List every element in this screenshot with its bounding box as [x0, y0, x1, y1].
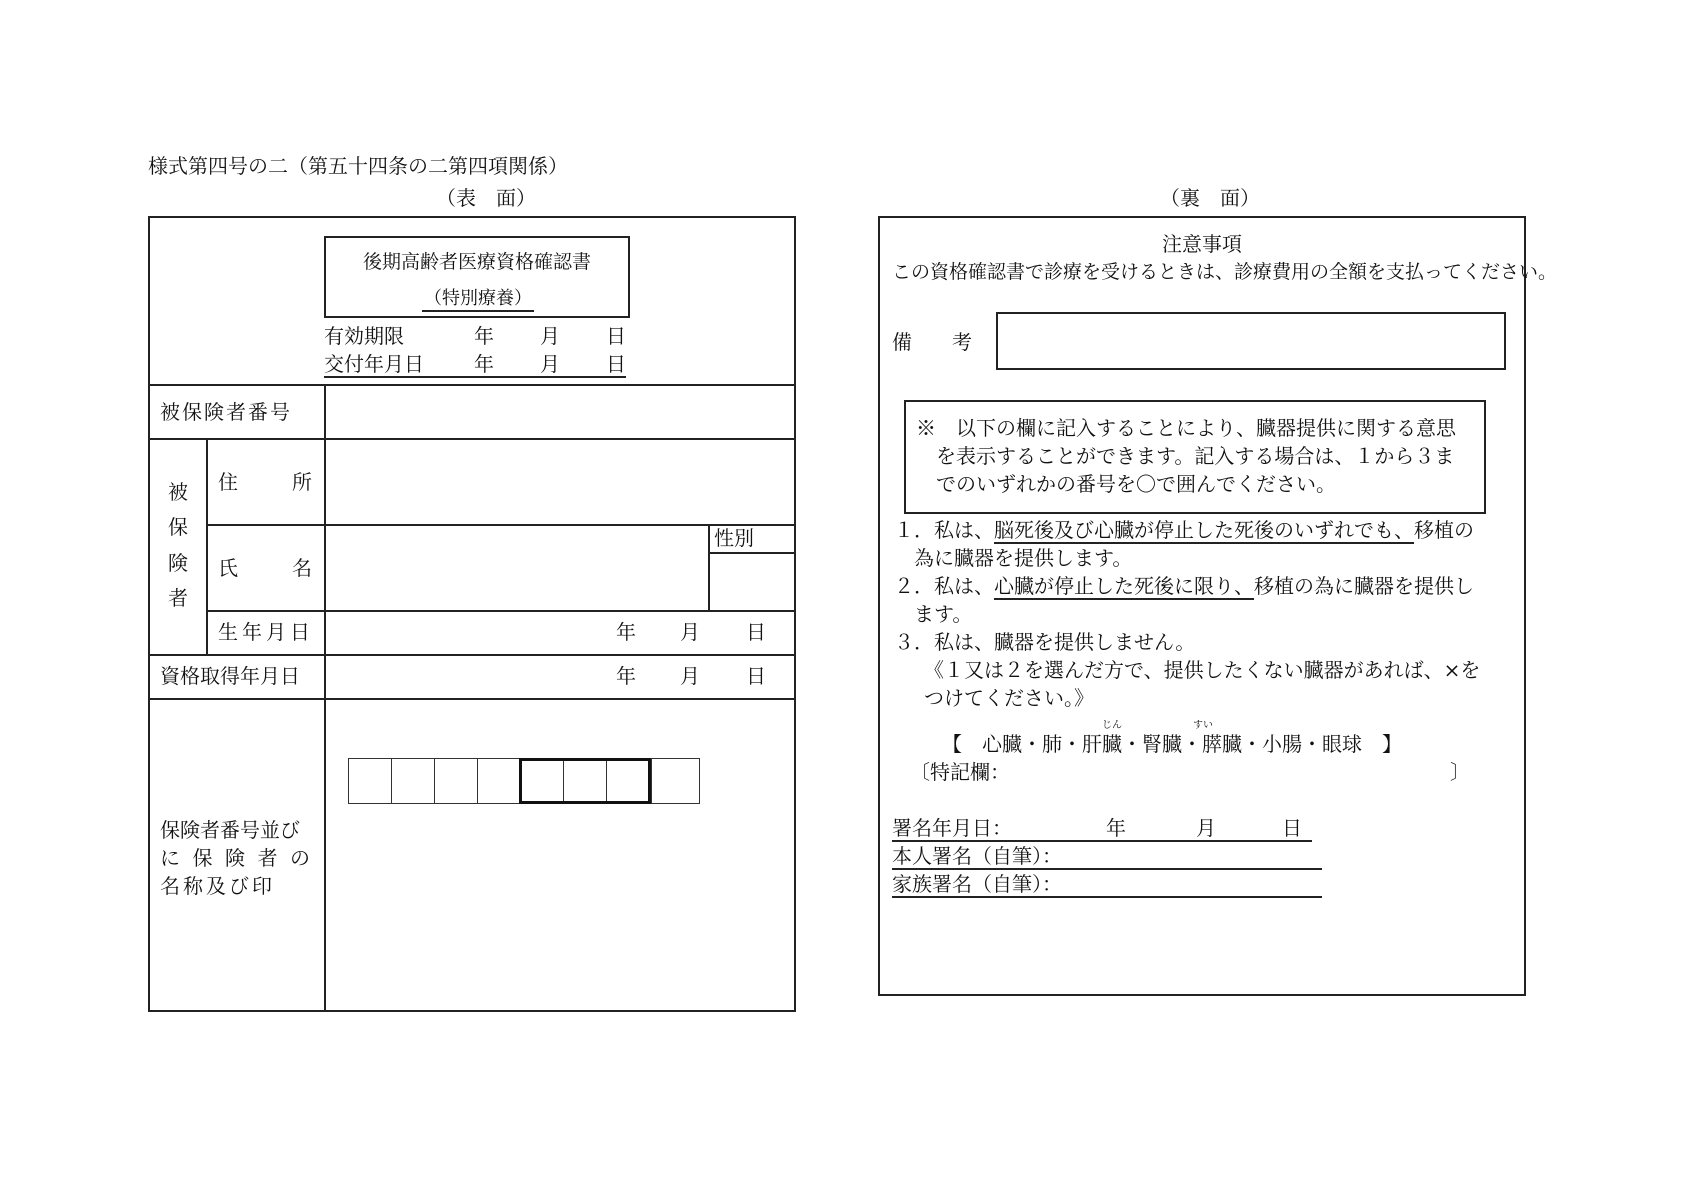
issue-date-underline: [324, 376, 626, 378]
option-1[interactable]: １．私は、脳死後及び心臓が停止した死後のいずれでも、移植の: [894, 518, 1474, 542]
rule: [150, 438, 794, 440]
ruby-sui: すい: [1193, 720, 1213, 731]
qualification-year: 年: [616, 664, 636, 688]
birthdate-label: 生年月日: [218, 620, 314, 644]
insurer-number-cell[interactable]: [391, 759, 392, 803]
special-notes-label: 〔特記欄：: [910, 760, 1010, 784]
rule: [150, 384, 794, 386]
option-note-line-2: つけてください。》: [924, 686, 1094, 710]
insured-number-label: 被保険者番号: [160, 400, 292, 424]
rule: [324, 384, 326, 1010]
label-char: 住: [218, 470, 238, 494]
issue-year: 年: [474, 352, 494, 376]
form-title: 様式第四号の二（第五十四条の二第四項関係）: [148, 154, 568, 178]
option-1-underlined: 脳死後及び心臓が停止した死後のいずれでも、: [994, 518, 1414, 542]
option-1-line-2: 為に臓器を提供します。: [914, 546, 1133, 570]
birth-day: 日: [746, 620, 766, 644]
rule: [708, 524, 710, 610]
label-char: の: [290, 846, 310, 870]
option-2[interactable]: ２．私は、心臓が停止した死後に限り、移植の為に臓器を提供し: [894, 574, 1474, 598]
label-char: 保: [168, 515, 188, 540]
label-char: 保: [192, 846, 213, 870]
signature-month: 月: [1196, 816, 1216, 840]
insurer-label-line-2: [160, 846, 310, 870]
rule: [708, 552, 794, 554]
special-notes-close: 〕: [1450, 760, 1470, 784]
card-subtitle: （特別療養）: [422, 288, 534, 312]
insurer-number-cell[interactable]: [434, 759, 435, 803]
issue-month: 月: [540, 352, 560, 376]
validity-day: 日: [606, 324, 626, 348]
back-side-label: （裏 面）: [1160, 186, 1260, 210]
remarks-field[interactable]: [996, 312, 1506, 370]
self-signature-label: 本人署名（自筆）：: [892, 844, 1062, 868]
birth-year: 年: [616, 620, 636, 644]
validity-month: 月: [540, 324, 560, 348]
self-signature-line[interactable]: [892, 868, 1322, 870]
label-char: 所: [292, 470, 312, 494]
label-char: 険: [168, 550, 188, 575]
back-card: [878, 216, 1558, 996]
label-char: に: [160, 846, 180, 870]
issue-day: 日: [606, 352, 626, 376]
validity-label: 有効期限: [324, 324, 404, 348]
insurer-label-line-3: 名称及び印: [160, 874, 275, 898]
rule: [150, 698, 794, 700]
label-char: 者: [257, 846, 278, 870]
note-line-1: ※ 以下の欄に記入することにより、臓器提供に関する意思: [916, 416, 1456, 440]
insurer-number-cell[interactable]: [651, 759, 652, 803]
label-char: 被: [168, 480, 188, 504]
option-2-underlined: 心臓が停止した死後に限り、: [994, 574, 1254, 598]
rule: [206, 524, 794, 526]
label-char: 氏: [218, 556, 238, 580]
rule: [206, 610, 794, 612]
option-note-line-1: 《１又は２を選んだ方で、提供したくない臓器があれば、×を: [924, 658, 1481, 682]
rule: [150, 654, 794, 656]
signature-date-label: 署名年月日：: [892, 816, 1012, 840]
label-char: 名: [292, 556, 312, 580]
organs-line[interactable]: 【 心臓・肺・肝臓・腎臓・膵臓・小腸・眼球 】: [942, 732, 1402, 756]
card-title-box: [324, 236, 630, 318]
notice-title: 注意事項: [1162, 232, 1242, 256]
option-3[interactable]: ３．私は、臓器を提供しません。: [894, 630, 1196, 654]
rule: [206, 438, 208, 654]
qualification-month: 月: [680, 664, 700, 688]
insurer-number-boxes[interactable]: [348, 758, 700, 804]
note-box: [904, 400, 1486, 514]
remarks-label: 備 考: [892, 330, 982, 354]
sex-label: 性別: [714, 526, 754, 550]
insurer-number-emphasis: [519, 758, 651, 804]
family-signature-line[interactable]: [892, 896, 1322, 898]
front-card: [148, 216, 796, 1012]
insured-group-label: [164, 480, 192, 610]
family-signature-label: 家族署名（自筆）：: [892, 872, 1062, 896]
insurer-number-cell[interactable]: [477, 759, 478, 803]
note-line-3: でのいずれかの番号を〇で囲んでください。: [936, 472, 1336, 496]
birth-month: 月: [680, 620, 700, 644]
card-title: 後期高齢者医療資格確認書: [362, 251, 591, 273]
name-label: [218, 556, 312, 580]
ruby-jin: じん: [1102, 720, 1122, 731]
qualification-date-label: 資格取得年月日: [160, 664, 300, 688]
front-side-label: （表 面）: [436, 186, 536, 210]
option-2-line-2: ます。: [914, 602, 973, 626]
insurer-label-line-1: 保険者番号並び: [160, 818, 300, 842]
validity-year: 年: [474, 324, 494, 348]
qualification-day: 日: [746, 664, 766, 688]
label-char: 険: [225, 846, 245, 870]
signature-year: 年: [1106, 816, 1126, 840]
notice-text: この資格確認書で診療を受けるときは、診療費用の全額を支払ってください。: [892, 261, 1558, 283]
signature-date-underline: [892, 840, 1312, 842]
note-line-2: を表示することができます。記入する場合は、１から３ま: [936, 444, 1455, 468]
issue-date-label: 交付年月日: [324, 352, 424, 376]
label-char: 者: [168, 585, 188, 610]
signature-day: 日: [1282, 816, 1302, 840]
address-label: [218, 470, 312, 494]
